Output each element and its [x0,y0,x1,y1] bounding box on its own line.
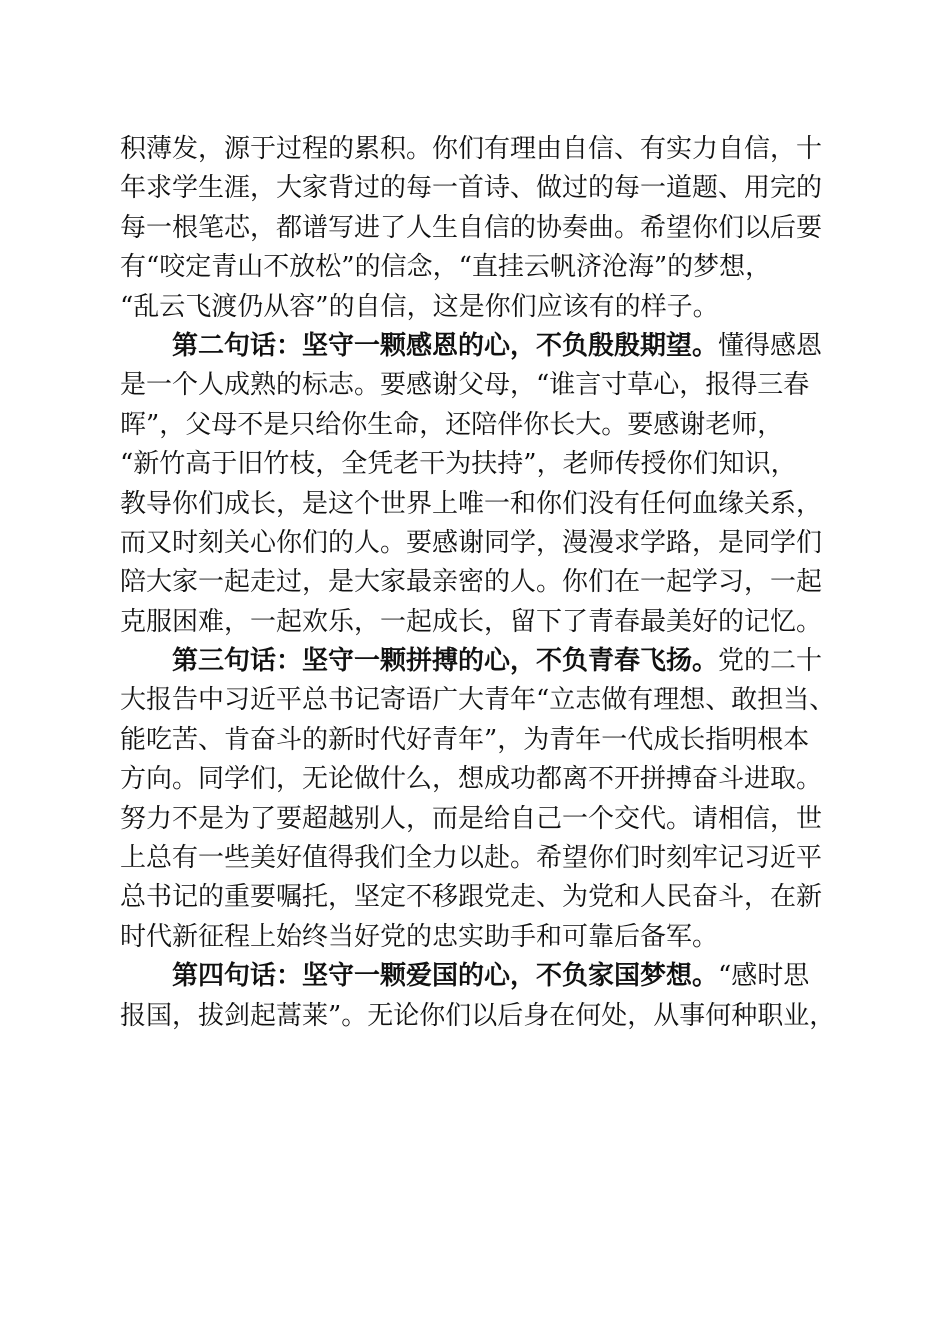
line-text: 教导你们成长，是这个世界上唯一和你们没有任何血缘关系， [120,488,823,519]
line-text: 有“咬定青山不放松”的信念，“直挂云帆济沧海”的梦想， [120,252,772,283]
text-line [120,563,835,602]
paragraph-start-line [120,642,835,681]
line-text: 总书记的重要嘱托，坚定不移跟党走、为党和人民奋斗，在新 [120,882,823,913]
paragraph-start-line [120,327,835,366]
line-text: 方向。同学们，无论做什么，想成功都离不开拼搏奋斗进取。 [120,764,823,795]
line-text: “感时思 [718,961,810,992]
line-text: 积薄发，源于过程的累积。你们有理由自信、有实力自信，十 [120,134,823,164]
document-body [120,130,835,1036]
line-text: 上总有一些美好值得我们全力以赴。希望你们时刻牢记习近平 [120,843,823,874]
text-line [120,721,835,760]
paragraph-heading: 第二句话：坚守一颗感恩的心，不负殷殷期望。 [172,330,719,361]
line-text: 年求学生涯，大家背过的每一首诗、做过的每一道题、用完的 [120,173,823,204]
paragraph-heading: 第四句话：坚守一颗爱国的心，不负家国梦想。 [172,961,719,992]
text-line [120,445,835,484]
line-text: 报国，拔剑起蒿莱”。无论你们以后身在何处，从事何种职业， [120,1000,836,1031]
line-text: 而又时刻关心你们的人。要感谢同学，漫漫求学路，是同学们 [120,527,823,558]
line-text: 陪大家一起走过，是大家最亲密的人。你们在一起学习，一起 [120,567,823,598]
line-text: 晖”，父母不是只给你生命，还陪伴你长大。要感谢老师， [120,409,784,440]
line-text: 每一根笔芯，都谱写进了人生自信的协奏曲。希望你们以后要 [120,212,823,243]
line-text: 克服困难，一起欢乐，一起成长，留下了青春最美好的记忆。 [120,606,823,637]
line-text: 懂得感恩 [718,330,823,361]
text-line [120,209,835,248]
text-line [120,524,835,563]
text-line [120,997,835,1036]
line-text: 大报告中习近平总书记寄语广大青年“立志做有理想、敢担当、 [120,685,836,716]
text-line [120,603,835,642]
line-text: “乱云飞渡仍从容”的自信，这是你们应该有的样子。 [120,291,719,322]
text-line [120,288,835,327]
text-line [120,878,835,917]
text-line [120,760,835,799]
text-line [120,800,835,839]
line-text: 努力不是为了要超越别人，而是给自己一个交代。请相信，世 [120,803,823,834]
text-line [120,248,835,287]
text-line [120,366,835,405]
line-text: “新竹高于旧竹枝，全凭老干为扶持”，老师传授你们知识， [120,449,797,480]
paragraph-start-line [120,957,835,996]
line-text: 时代新征程上始终当好党的忠实助手和可靠后备军。 [120,921,719,952]
line-text: 党的二十 [718,646,823,677]
text-line [120,169,835,208]
text-line [120,918,835,957]
line-text: 能吃苦、肯奋斗的新时代好青年”，为青年一代成长指明根本 [120,724,810,755]
text-line [120,485,835,524]
line-text: 是一个人成熟的标志。要感谢父母，“谁言寸草心，报得三春 [120,370,810,401]
text-line [120,406,835,445]
paragraph-heading: 第三句话：坚守一颗拼搏的心，不负青春飞扬。 [172,646,719,677]
text-line [120,681,835,720]
text-line [120,130,835,169]
text-line [120,839,835,878]
